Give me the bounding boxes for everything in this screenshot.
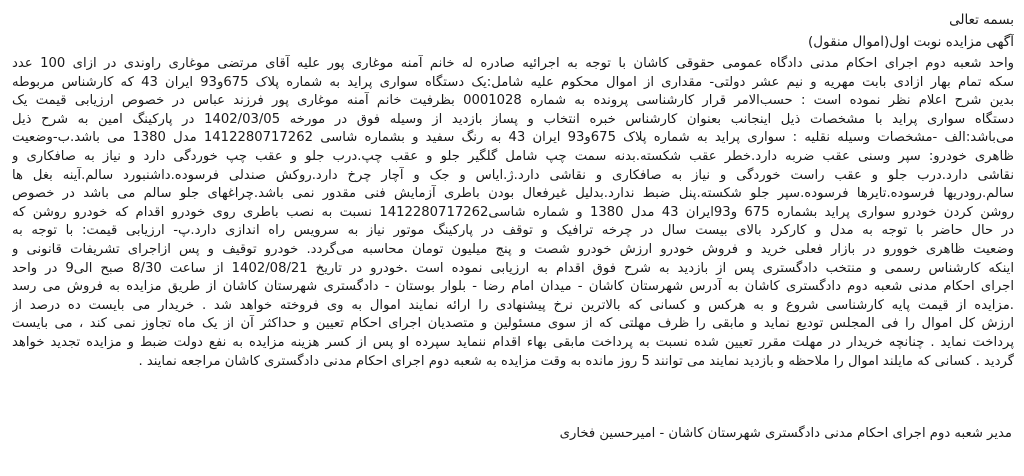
body-line: بدین شرح اعلام نظر نموده است : حسب‌الامر قرار کارشناسی پرونده به شماره 0001028 بظرفیت خانم آمنه موغاری پور فرزند عباس در خصوص ارزیابی قیمت یک — [12, 93, 1014, 109]
body-line: سالم.رودریها فرسوده.تایرها فرسوده.سپر جلو شکسته.پنل ضبط ندارد.بدلیل غیرفعال بودن باطری آزمایش فنی مقدور نمی باشد.چراغهای جلو سالم می باشد در خصوص — [12, 186, 1014, 202]
body-line: اجرای احکام مدنی شعبه دوم دادگستری کاشان به آدرس شهرستان کاشان - میدان امام رضا - بلوار بوستان - دادگستری شهرستان کاشان از طریق مزایده به فروش می رسد — [12, 279, 1014, 295]
body-line: ارزش کل اموال را فی المجلس تودیع نماید و مابقی را ظرف مهلتی که از سوی مسئولین و متصدیان اجرای احکام تعیین و حداکثر آن از یک ماه تجاوز نمی کند ، می بایست — [12, 316, 1014, 332]
body-line: روشن کردن خودرو سواری پراید بشماره 675 و93ایران 43 مدل 1380 و شماره شاسی1412280717262 نسبت به نصب باطری روی خودرو اقدام که خودرو روشن که — [12, 204, 1014, 220]
body-line: ظاهری خودرو: سپر وسنی عقب ضربه دارد.خطر عقب شکسته.بدنه سمت چپ شامل گلگیر جلو و عقب چپ.درب جلو و عقب چپ خوردگی دارد و نیاز به صافکاری و — [12, 148, 1014, 164]
notice-body — [12, 55, 1014, 371]
document-heading: بسمه تعالی — [949, 12, 1014, 28]
body-line: اینکه کارشناس رسمی و منتخب دادگستری پس از بازدید به شرح فوق اقدام به ارزیابی نموده است .خودرو در تاریخ 1402/08/21 از ساعت 8/30 صبح الی9 در واحد — [12, 260, 1014, 276]
notice-title: آگهی مزایده نوبت اول(اموال منقول) — [808, 34, 1014, 50]
body-line: واحد شعبه دوم اجرای احکام مدنی دادگاه عمومی حقوقی کاشان با توجه به اجرائیه صادره له خانم آمنه موغاری پور علیه آقای مرتضی موغاری راوندی در ازای 100 عدد — [12, 56, 1014, 71]
body-line: .مزایده از قیمت پایه کارشناسی شروع و به هرکس و کسانی که بالاترین نرخ پیشنهادی را ارائه نمایند اموال به وی فروخته خواهد شد . خریدار می بایست ده درصد از — [12, 297, 1014, 313]
signature-line: مدیر شعبه دوم اجرای احکام مدنی دادگستری شهرستان کاشان - امیرحسین فخاری — [559, 426, 1012, 441]
body-line: پرداخت نماید . چنانچه خریدار در مهلت مقرر تعیین شده نسبت به پرداخت مابقی بهاء اقدام ننماید سپرده او پس از کسر هزینه مزایده به نفع دولت ضبط و مزایده تجدید خواهد — [12, 334, 1014, 350]
body-line: وضعیت ظاهری خوورو در بازار فعلی خرید و فروش خودرو ارزش خودرو شصت و پنج میلیون تومان محاسبه می‌گردد. خودرو توقیف و پس ازاجرای تشریفات قانونی و — [12, 241, 1014, 257]
body-line: می‌باشد:الف -مشخصات وسیله نقلیه : سواری پراید به شماره پلاک 675و93 ایران 43 به رنگ سفید و بشماره شاسی 1412280717262 مدل 1380 می باشد.ب-وضعیت — [12, 130, 1014, 146]
body-line: نقاشی دارد.درب جلو و عقب راست خوردگی و نیاز به صافکاری و نقاشی دارد.ژ.ایاس و جک و آچار چرخ دارد.روکش صندلی فرسوده.داشنبورد سالم.آینه بغل ها — [12, 167, 1014, 183]
body-line: دستگاه سواری پراید با مشخصات ذیل اینجانب بعنوان کارشناس خبره انتخاب و پساز بازدید از وسیله فوق در مورخه 1402/03/05 در پارکینگ امین به شرح ذیل — [12, 111, 1014, 127]
body-line: گردید . کسانی که مایلند اموال را ملاحظه و بازدید نمایند می توانند 5 روز مانده به وقت مزایده به شعبه دوم اجرای احکام مدنی دادگستری کاشان مراجعه نمایند . — [138, 353, 1014, 369]
body-line: سکه تمام بهار ازادی بابت مهریه و نیم عشر دولتی- مقداری از اموال محکوم علیه شامل:یک دستگاه سواری پراید به شماره پلاک 675و93 ایران 43 که کارشناس مربوطه — [12, 74, 1014, 90]
body-line: در حال حاضر با توجه به مدل و کارکرد بالای بیست سال در چرخه ترافیک و توقف در پارکینگ موتور نیاز به سرویس راه اندازی دارد.پ- ارزیابی قیمت: با توجه به — [12, 223, 1014, 239]
